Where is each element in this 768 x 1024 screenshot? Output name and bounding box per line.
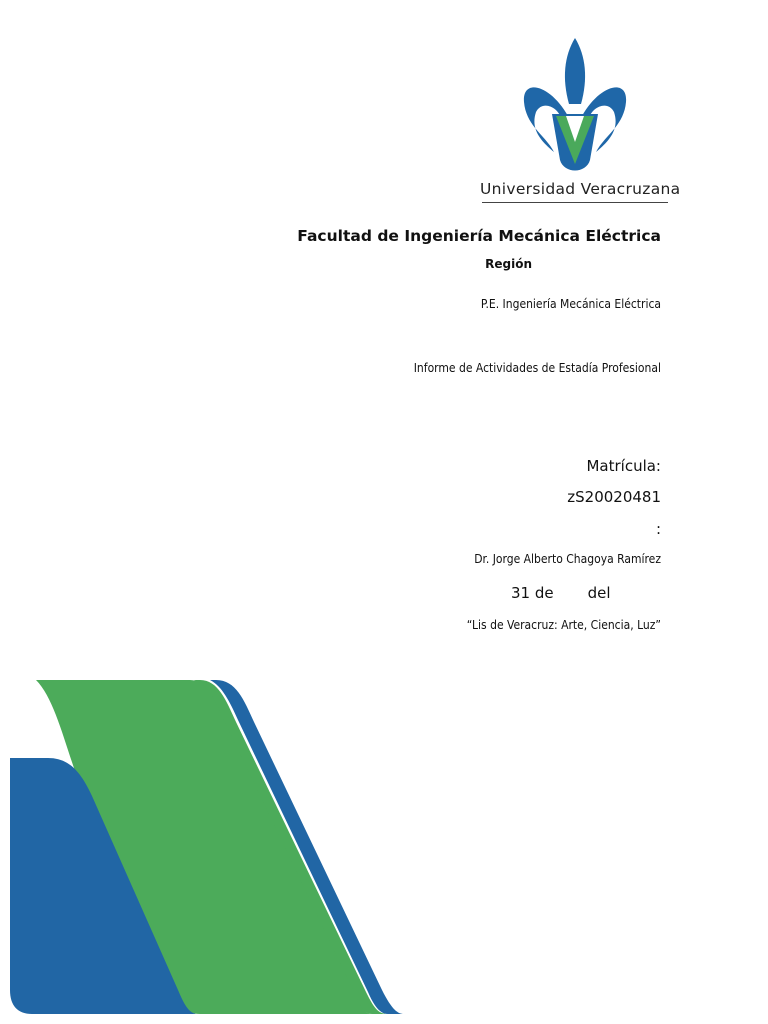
logo-wordmark: Universidad Veracruzana bbox=[480, 180, 681, 198]
logo-underline bbox=[482, 202, 668, 203]
blank-field-colon: : bbox=[655, 520, 661, 538]
date-line bbox=[511, 584, 611, 602]
university-logo bbox=[480, 34, 681, 206]
faculty-title: Facultad de Ingeniería Mecánica Eléctrica bbox=[297, 227, 661, 245]
date-day: 31 de bbox=[511, 584, 554, 602]
advisor-name: Dr. Jorge Alberto Chagoya Ramírez bbox=[474, 552, 661, 566]
matricula-value: zS20020481 bbox=[567, 488, 661, 506]
matricula-label: Matrícula: bbox=[586, 457, 661, 475]
date-del: del bbox=[587, 584, 611, 602]
program-name: P.E. Ingeniería Mecánica Eléctrica bbox=[480, 297, 661, 311]
fleur-de-lis-v-icon bbox=[480, 34, 670, 179]
decorative-wave-graphic bbox=[0, 680, 420, 1020]
region-label: Región bbox=[485, 257, 532, 271]
report-title: Informe de Actividades de Estadía Profesional bbox=[413, 361, 661, 375]
university-motto: “Lis de Veracruz: Arte, Ciencia, Luz” bbox=[466, 618, 661, 632]
